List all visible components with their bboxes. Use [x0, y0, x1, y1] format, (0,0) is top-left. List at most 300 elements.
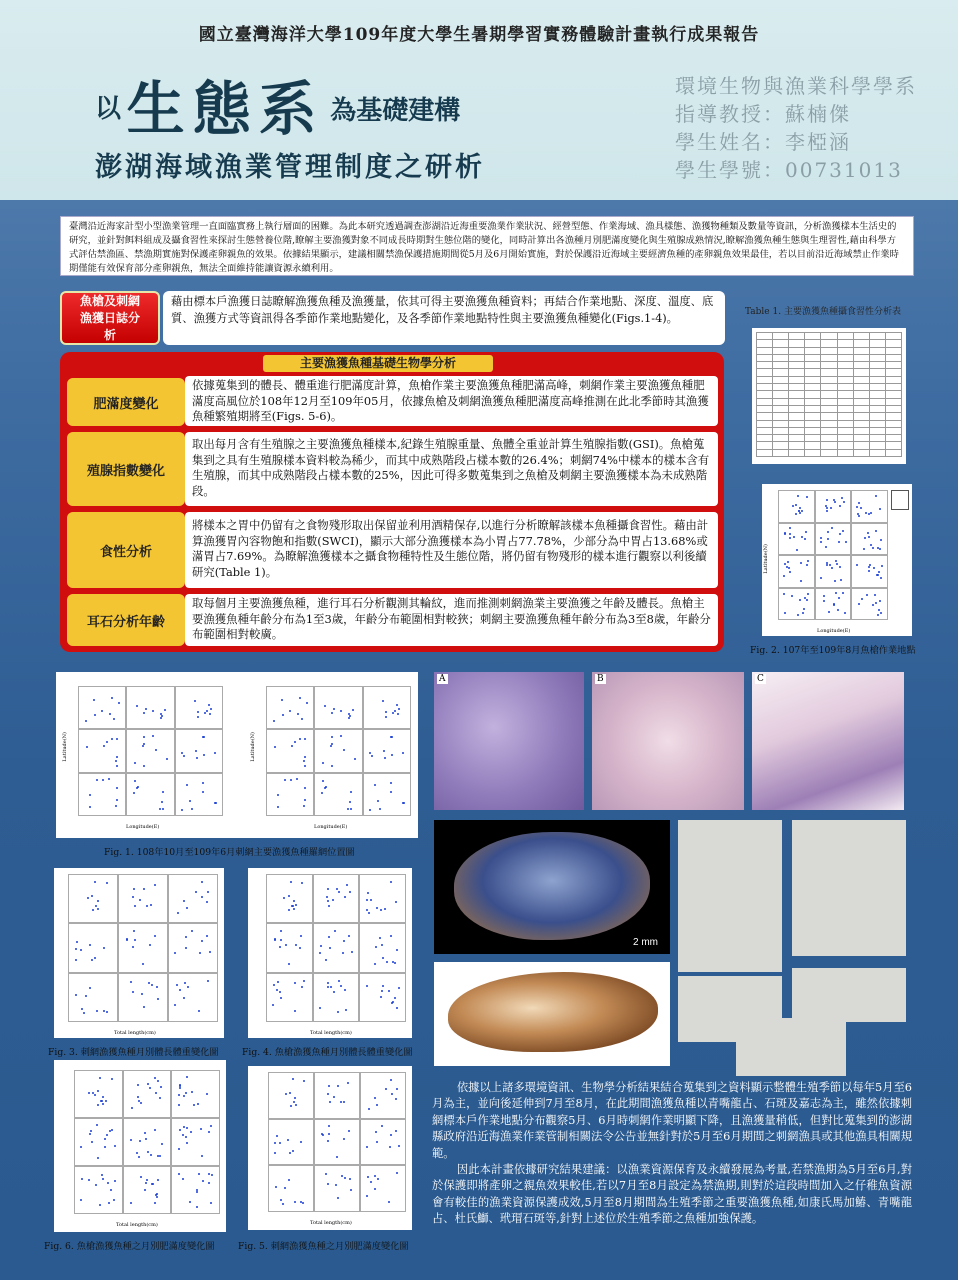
title-prefix: 以 — [95, 94, 122, 124]
advisor: 指導教授：蘇楠傑 — [675, 102, 851, 126]
table-cell — [837, 449, 853, 456]
plot-point — [197, 711, 199, 713]
plot-point — [807, 560, 809, 562]
plot-point — [328, 936, 330, 938]
plot-point — [371, 755, 373, 757]
plot-point — [155, 749, 157, 751]
plot-point — [340, 735, 342, 737]
plot-point — [873, 567, 875, 569]
plot-point — [391, 1002, 393, 1004]
plot-point — [186, 784, 188, 786]
plot-point — [160, 1086, 162, 1088]
plot-point — [193, 1104, 195, 1106]
plot-point — [139, 899, 141, 901]
plot-point — [134, 905, 136, 907]
table-row — [757, 354, 902, 361]
fig4-xlabel: Total length(cm) — [310, 1030, 352, 1036]
plot-point — [806, 599, 808, 601]
plot-point — [145, 1138, 147, 1140]
plot-point — [385, 711, 387, 713]
title-big: 生態系 — [126, 75, 325, 143]
plot-point — [204, 712, 206, 714]
plot-point — [183, 1126, 185, 1128]
plot-point — [189, 1201, 191, 1203]
plot-point — [274, 1152, 276, 1154]
plot-point — [802, 612, 804, 614]
plot-point — [872, 604, 874, 606]
table-cell — [805, 420, 821, 427]
plot-point — [840, 579, 842, 581]
plot-point — [95, 1184, 97, 1186]
plot-point — [206, 1093, 208, 1095]
table-cell — [805, 413, 821, 420]
plot-point — [88, 1179, 90, 1181]
plot-point — [879, 600, 881, 602]
plot-point — [89, 806, 91, 808]
plot-panel — [78, 773, 126, 816]
table-cell — [805, 347, 821, 354]
plot-point — [195, 750, 197, 752]
stomach-photo-6 — [792, 968, 906, 1022]
plot-point — [327, 986, 329, 988]
table-cell — [773, 384, 789, 391]
table-cell — [773, 362, 789, 369]
plot-point — [89, 987, 91, 989]
plot-point — [186, 1076, 188, 1078]
plot-point — [182, 1134, 184, 1136]
plot-point — [367, 1176, 369, 1178]
plot-point — [340, 710, 342, 712]
plot-panel — [74, 1166, 123, 1214]
plot-point — [783, 593, 785, 595]
plot-point — [825, 546, 827, 548]
plot-point — [787, 561, 789, 563]
table-cell — [773, 420, 789, 427]
plot-point — [322, 780, 324, 782]
plot-point — [178, 1104, 180, 1106]
table-row — [757, 333, 902, 340]
plot-point — [162, 791, 164, 793]
plot-point — [137, 786, 139, 788]
plot-point — [191, 1091, 193, 1093]
plot-point — [831, 527, 833, 529]
table-cell — [885, 362, 901, 369]
table-cell — [773, 398, 789, 405]
plot-point — [856, 506, 858, 508]
plot-point — [842, 530, 844, 532]
fig1-xlabel-right: Longitude(E) — [314, 824, 348, 830]
table-cell — [869, 442, 885, 449]
plot-point — [397, 713, 399, 715]
table-row — [757, 391, 902, 398]
plot-point — [807, 593, 809, 595]
plot-point — [334, 930, 336, 932]
table-cell — [853, 384, 869, 391]
plot-panel — [118, 973, 168, 1022]
plot-point — [277, 794, 279, 796]
plot-point — [348, 1130, 350, 1132]
table-cell — [869, 427, 885, 434]
plot-panel — [171, 1166, 220, 1214]
table-cell — [757, 384, 773, 391]
plot-point — [843, 501, 845, 503]
plot-point — [97, 1090, 99, 1092]
plot-point — [793, 536, 795, 538]
plot-point — [81, 1178, 83, 1180]
plot-point — [197, 716, 199, 718]
plot-point — [143, 1006, 145, 1008]
micrograph-b — [592, 672, 744, 810]
plot-point — [81, 1008, 83, 1010]
plot-point — [280, 930, 282, 932]
plot-point — [857, 513, 859, 515]
table-cell — [773, 405, 789, 412]
plot-point — [149, 1087, 151, 1089]
plot-point — [319, 1007, 321, 1009]
plot-point — [328, 905, 330, 907]
plot-point — [327, 1140, 329, 1142]
plot-point — [75, 959, 77, 961]
plot-point — [275, 1186, 277, 1188]
plot-point — [294, 1201, 296, 1203]
table-cell — [885, 369, 901, 376]
plot-point — [374, 1097, 376, 1099]
plot-point — [177, 912, 179, 914]
plot-point — [331, 736, 333, 738]
plot-point — [96, 1010, 98, 1012]
plot-point — [836, 563, 838, 565]
plot-point — [394, 997, 396, 999]
table-cell — [757, 391, 773, 398]
plot-point — [273, 720, 275, 722]
plot-panel — [778, 490, 815, 523]
table-cell — [805, 362, 821, 369]
plot-point — [304, 756, 306, 758]
table-cell — [789, 442, 805, 449]
table-cell — [837, 435, 853, 442]
plot-point — [178, 1148, 180, 1150]
plot-point — [160, 713, 162, 715]
plot-panel — [359, 874, 406, 923]
plot-point — [202, 1180, 204, 1182]
plot-point — [377, 800, 379, 802]
plot-point — [285, 944, 287, 946]
plot-point — [276, 989, 278, 991]
plot-point — [303, 1080, 305, 1082]
plot-point — [366, 909, 368, 911]
table-cell — [805, 449, 821, 456]
table-cell — [821, 354, 837, 361]
row-text-gsi: 取出每月含有生殖腺之主要漁獲魚種樣本,紀錄生殖腺重量、魚體全重並計算生殖腺指數(GSI)。魚槍蒐集到之具有生殖腺樣本資料較為稀少，而其中成熟階段占樣本數的26.4%；刺網74%中樣本的樣本含有生殖腺，而其中成熟階段占樣本數的25%，因此可得多數蒐集到之魚槍及刺網主要漁獲樣本為未成熟階段。 — [185, 432, 718, 506]
plot-point — [115, 760, 117, 762]
table-cell — [773, 435, 789, 442]
table-cell — [757, 398, 773, 405]
plot-panel — [314, 686, 362, 729]
plot-point — [395, 901, 397, 903]
plot-point — [106, 882, 108, 884]
plot-point — [142, 963, 144, 965]
plot-point — [147, 1151, 149, 1153]
plot-point — [116, 799, 118, 801]
plot-point — [342, 952, 344, 954]
table-cell — [853, 391, 869, 398]
plot-point — [348, 935, 350, 937]
plot-panel — [266, 874, 313, 923]
conclusion-p1: 依據以上諸多環境資訊、生物學分析結果結合蒐集到之資料顯示整體生殖季節以每年5月至6月為主，並向後延伸到7月至8月，在此期間漁獲魚種以青嘴龍占、石斑及嘉志為主，雖然依據刺網標本戶作業地點分布觀察5月、6月時刺網作業明顯下降，且漁獲量稍低，但對比蒐集到的澎湖縣政府沿近海漁業作業管制相關法令公告並無針對於5月至6月期間之刺網漁具或其他漁具相關規範。 — [432, 1081, 912, 1160]
plot-point — [277, 981, 279, 983]
plot-panel — [815, 555, 852, 588]
table-cell — [885, 347, 901, 354]
plot-panel — [851, 523, 888, 556]
fig3-xlabel: Total length(cm) — [114, 1030, 156, 1036]
plot-point — [299, 697, 301, 699]
table-cell — [821, 391, 837, 398]
table-cell — [757, 333, 773, 340]
plot-point — [208, 1173, 210, 1175]
conclusion — [432, 1080, 912, 1228]
table-cell — [869, 391, 885, 398]
fig5-xlabel: Total length(cm) — [310, 1220, 352, 1226]
plot-point — [826, 564, 828, 566]
table-cell — [757, 347, 773, 354]
plot-point — [80, 949, 82, 951]
plot-point — [101, 1174, 103, 1176]
plot-point — [288, 1179, 290, 1181]
plot-point — [284, 1187, 286, 1189]
plot-point — [826, 499, 828, 501]
table-cell — [869, 398, 885, 405]
table-cell — [805, 391, 821, 398]
logbook-text: 藉由標本戶漁獲日誌瞭解漁獲魚種及漁獲量，依其可得主要漁獲魚種資料；再結合作業地點、深度、溫度、底質、漁獲方式等資訊得各季節作業地點變化，及各季節作業地點特性與主要漁獲魚種變化(Figs.1-4)。 — [163, 291, 725, 345]
plot-point — [272, 1004, 274, 1006]
fig4-panels — [266, 874, 406, 1022]
plot-point — [154, 935, 156, 937]
table-cell — [805, 340, 821, 347]
table-cell — [885, 405, 901, 412]
plot-point — [105, 1100, 107, 1102]
plot-point — [402, 752, 404, 754]
plot-point — [94, 1094, 96, 1096]
plot-point — [347, 808, 349, 810]
plot-point — [860, 507, 862, 509]
plot-point — [327, 888, 329, 890]
table-cell — [821, 369, 837, 376]
plot-panel — [313, 973, 360, 1022]
plot-panel — [815, 490, 852, 523]
plot-panel — [363, 686, 411, 729]
plot-point — [111, 1078, 113, 1080]
plot-point — [138, 1156, 140, 1158]
plot-point — [94, 714, 96, 716]
plot-point — [837, 609, 839, 611]
table-cell — [869, 369, 885, 376]
plot-point — [156, 1196, 158, 1198]
fig3-chart — [54, 868, 224, 1038]
plot-point — [389, 1146, 391, 1148]
table-cell — [837, 413, 853, 420]
plot-point — [288, 909, 290, 911]
student-name: 學生姓名：李椏涵 — [675, 130, 851, 154]
plot-point — [877, 614, 879, 616]
plot-point — [369, 809, 371, 811]
plot-point — [126, 939, 128, 941]
plot-point — [282, 1203, 284, 1205]
plot-point — [801, 510, 803, 512]
plot-point — [102, 779, 104, 781]
plot-point — [104, 1146, 106, 1148]
conclusion-p2: 因此本計畫依據研究結果建議：以漁業資源保育及永續發展為考量,若禁漁期為5月至6月,對於保護即將產卵之親魚效果較佳,若以7月至8月設定為禁漁期,則對於這段時間加入之仔稚魚資源會有較佳的漁業資源保護成效,5月至8月期間為生殖季節之重要漁獲魚種,如康氏馬加鰆、青嘴龍占、杜氏鰤、玳瑁石斑等,針對上述位於生殖季節之魚種加強保護。 — [432, 1163, 912, 1226]
plot-point — [210, 708, 212, 710]
plot-point — [880, 577, 882, 579]
plot-point — [344, 896, 346, 898]
table-cell — [821, 398, 837, 405]
table-row — [757, 449, 902, 456]
plot-point — [327, 900, 329, 902]
table-cell — [869, 340, 885, 347]
plot-point — [390, 935, 392, 937]
plot-point — [116, 787, 118, 789]
plot-point — [858, 515, 860, 517]
plot-point — [202, 782, 204, 784]
table-cell — [837, 333, 853, 340]
plot-point — [295, 944, 297, 946]
abstract: 臺灣沿近海家計型小型漁業管理一直面臨實務上執行層面的困難。為此本研究透過調查澎湖沿近海重要漁業作業狀況、經營型態、作業海域、漁具樣態、漁獲物種類及數量等資訊，分析漁獲樣本生活史的研究，並針對餌料組成及攝食習性來探討生態營養位階,瞭解主要漁獲對象不同成長時期對生態位階的變化，同時計算出各漁種月別肥滿度變化與生殖腺成熟情況,瞭解漁獲魚種生態與生理習性,藉由科學方式評估禁漁區、禁漁期實施對保護產卵親魚的效果。依據結果顯示，建議相關禁漁保護措施期間從5月及6月開始實施，對於保護沿近海域主要經濟魚種的產卵親魚效果最佳，若以目前沿近海域禁止作業時期僅能有效保育部分產卵親魚，無法全面維持能讓資源永續利用。 — [60, 216, 914, 276]
micrograph-a-label: A — [439, 674, 446, 684]
plot-point — [202, 791, 204, 793]
plot-point — [842, 592, 844, 594]
plot-point — [878, 571, 880, 573]
plot-point — [348, 717, 350, 719]
plot-point — [820, 537, 822, 539]
fig2-panels — [778, 490, 888, 620]
plot-point — [210, 1202, 212, 1204]
plot-point — [343, 940, 345, 942]
plot-point — [289, 1152, 291, 1154]
plot-point — [75, 948, 77, 950]
fig2-legend — [891, 490, 909, 510]
plot-point — [325, 959, 327, 961]
plot-point — [183, 900, 185, 902]
fig1-ylabel-right: Latitude(N) — [250, 732, 256, 762]
plot-panel — [266, 973, 313, 1022]
plot-point — [349, 891, 351, 893]
plot-point — [293, 900, 295, 902]
plot-point — [292, 905, 294, 907]
plot-point — [116, 756, 118, 758]
plot-point — [279, 946, 281, 948]
plot-point — [784, 612, 786, 614]
plot-point — [87, 897, 89, 899]
plot-panel — [268, 1072, 314, 1119]
table-row — [757, 442, 902, 449]
plot-point — [159, 808, 161, 810]
plot-point — [390, 881, 392, 883]
plot-point — [137, 1096, 139, 1098]
plot-point — [136, 705, 138, 707]
plot-point — [99, 1204, 101, 1206]
plot-point — [303, 760, 305, 762]
table-cell — [789, 405, 805, 412]
plot-point — [97, 900, 99, 902]
plot-point — [116, 765, 118, 767]
plot-point — [828, 611, 830, 613]
plot-point — [366, 985, 368, 987]
plot-point — [858, 502, 860, 504]
plot-point — [289, 1092, 291, 1094]
plot-panel — [851, 588, 888, 621]
plot-point — [182, 1178, 184, 1180]
table-cell — [853, 405, 869, 412]
plot-point — [800, 580, 802, 582]
plot-point — [844, 612, 846, 614]
plot-point — [327, 982, 329, 984]
plot-point — [103, 745, 105, 747]
plot-point — [799, 507, 801, 509]
table-cell — [821, 427, 837, 434]
plot-point — [161, 1143, 163, 1145]
table-cell — [789, 435, 805, 442]
plot-panel — [360, 1119, 406, 1166]
plot-point — [795, 504, 797, 506]
plot-panel — [123, 1166, 172, 1214]
biology-panel-title: 主要漁獲魚種基礎生物學分析 — [263, 355, 493, 372]
otolith-1-shape — [454, 832, 650, 940]
plot-point — [328, 1125, 330, 1127]
plot-panel — [314, 1165, 360, 1212]
plot-point — [189, 800, 191, 802]
plot-point — [134, 939, 136, 941]
plot-point — [835, 560, 837, 562]
plot-point — [152, 710, 154, 712]
plot-point — [826, 510, 828, 512]
plot-point — [301, 718, 303, 720]
plot-point — [133, 792, 135, 794]
table-cell — [869, 347, 885, 354]
table-cell — [789, 384, 805, 391]
plot-point — [368, 912, 370, 914]
plot-point — [85, 995, 87, 997]
plot-point — [368, 1108, 370, 1110]
plot-point — [374, 784, 376, 786]
plot-point — [349, 801, 351, 803]
plot-panel — [123, 1070, 172, 1118]
plot-point — [792, 505, 794, 507]
plot-point — [150, 904, 152, 906]
plot-point — [867, 532, 869, 534]
plot-point — [138, 1100, 140, 1102]
plot-point — [796, 549, 798, 551]
plot-point — [101, 710, 103, 712]
table-cell — [853, 333, 869, 340]
table-cell — [853, 420, 869, 427]
table-cell — [773, 369, 789, 376]
plot-point — [146, 1179, 148, 1181]
plot-point — [97, 908, 99, 910]
plot-point — [282, 714, 284, 716]
plot-point — [274, 939, 276, 941]
fig4-caption: Fig. 4. 魚槍漁獲魚種月別體長體重變化圖 — [242, 1047, 413, 1058]
plot-point — [351, 951, 353, 953]
plot-point — [276, 1135, 278, 1137]
table-cell — [821, 362, 837, 369]
plot-point — [341, 1175, 343, 1177]
table-cell — [869, 333, 885, 340]
plot-point — [784, 563, 786, 565]
plot-point — [332, 899, 334, 901]
plot-point — [839, 533, 841, 535]
plot-point — [863, 548, 865, 550]
table-cell — [837, 384, 853, 391]
